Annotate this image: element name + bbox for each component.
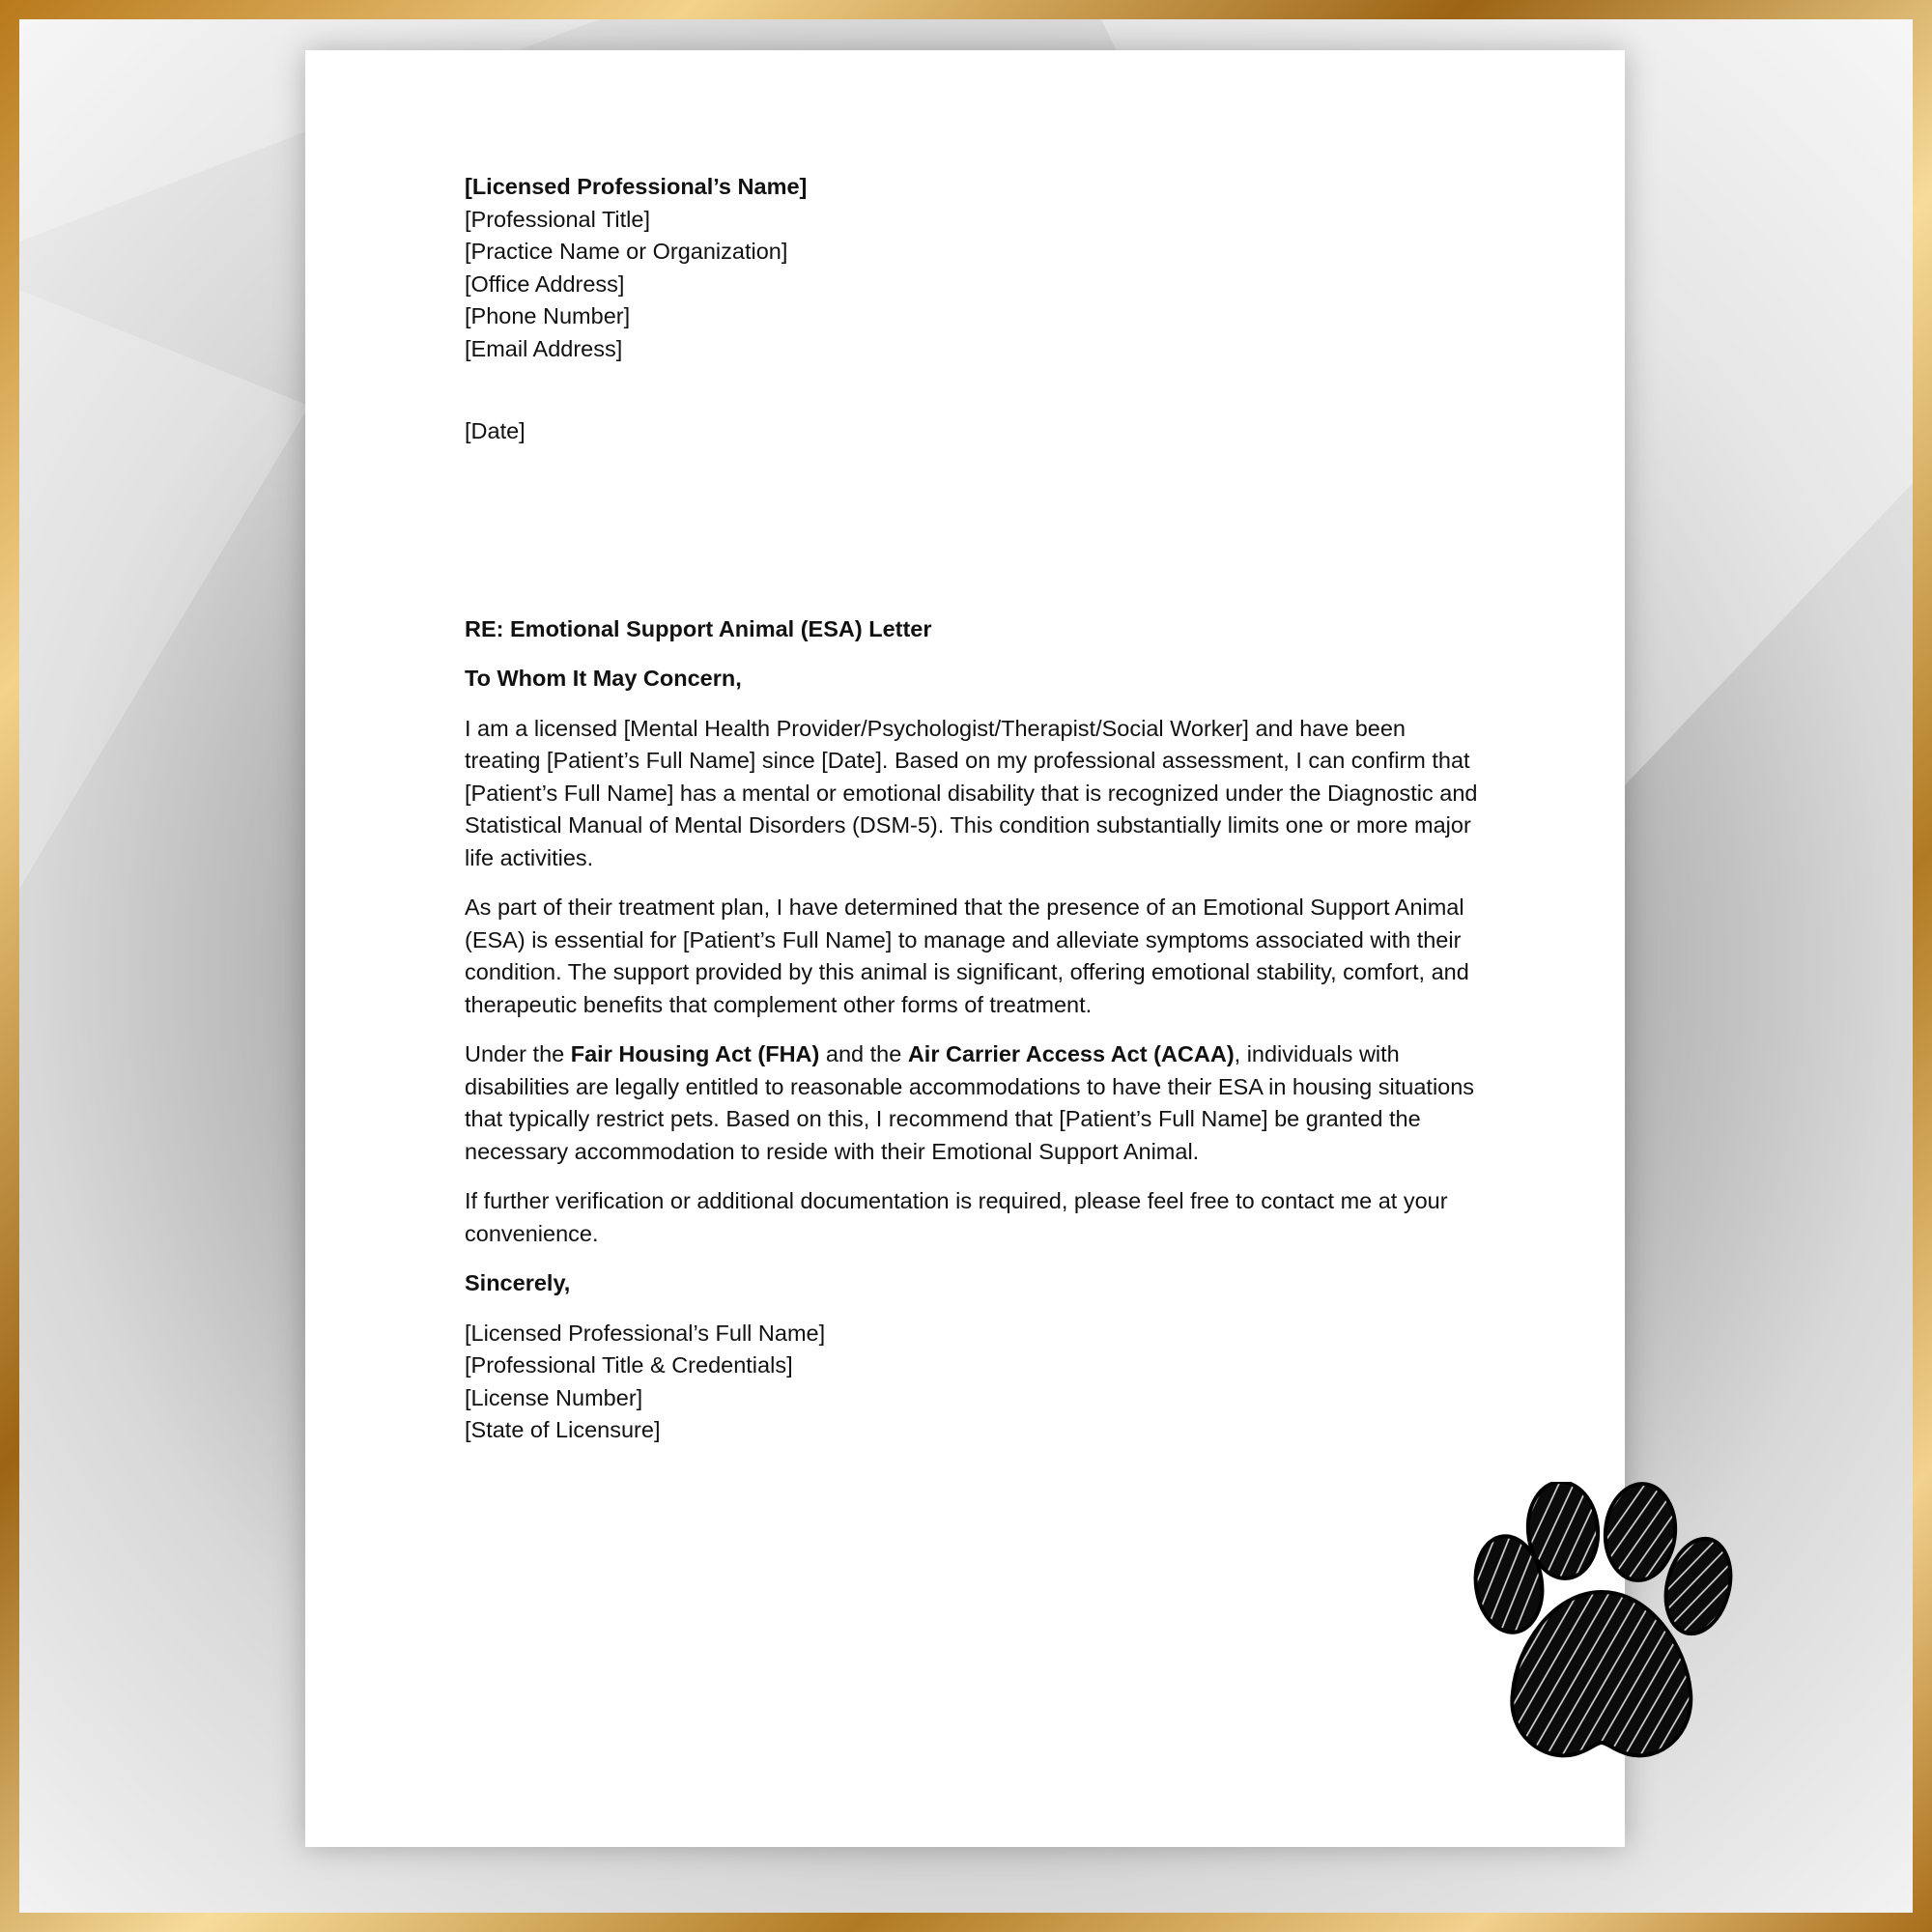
signature-license: [License Number] [465,1384,643,1410]
sender-email: [Email Address] [465,335,623,361]
paragraph-3 [465,1038,1479,1168]
letter-date: [Date] [465,418,526,443]
paragraph-4: If further verification or additional documentation is required, please feel free to contact me at your convenience. [465,1188,1448,1246]
paragraph-3-text-3: , individuals with disabilities are legally entitled to reasonable accommodations to have their ESA in housing situations that typically restrict pets. Based on this, I recommend that [Patient’s Full Name] be granted the necessary accommodation to reside with their Emotional Support Animal. [465,1041,1475,1164]
sender-phone: [Phone Number] [465,303,631,328]
paragraph-3-text-1: Under the [465,1041,571,1066]
paragraph-1: I am a licensed [Mental Health Provider/Psychologist/Therapist/Social Worker] and have been treating [Patient’s Full Name] since [Date]. Based on my professional assessment, I can confirm that [Patient’s Full Name] has a mental or emotional disability that is recognized under the Diagnostic and Statistical Manual of Mental Disorders (DSM-5). This condition substantially limits one or more major life activities. [465,715,1478,870]
salutation: To Whom It May Concern, [465,666,742,691]
sender-title: [Professional Title] [465,206,651,232]
sender-address: [Office Address] [465,270,625,297]
sender-block [465,171,1479,365]
letter-content [465,171,1479,1447]
subject-line: RE: Emotional Support Animal (ESA) Letter [465,615,932,641]
paw-print-icon [1463,1482,1741,1770]
sender-name: [Licensed Professional’s Name] [465,174,808,199]
sender-practice: [Practice Name or Organization] [465,239,788,264]
signature-name: [Licensed Professional’s Full Name] [465,1320,826,1346]
fha-term: Fair Housing Act (FHA) [570,1041,820,1066]
paragraph-2: As part of their treatment plan, I have determined that the presence of an Emotional Support Animal (ESA) is essential for [Patient’s Full Name] to manage and alleviate symptoms associated with their condition. The support provided by this animal is significant, offering emotional stability, comfort, and therapeutic benefits that complement other forms of treatment. [465,895,1469,1017]
signature-state: [State of Licensure] [465,1417,661,1442]
letter-page [305,50,1625,1847]
paragraph-3-text-2: and the [819,1041,908,1066]
signature-credentials: [Professional Title & Credentials] [465,1352,793,1378]
signature-block [465,1318,1479,1447]
closing: Sincerely, [465,1270,571,1295]
acaa-term: Air Carrier Access Act (ACAA) [907,1041,1235,1066]
